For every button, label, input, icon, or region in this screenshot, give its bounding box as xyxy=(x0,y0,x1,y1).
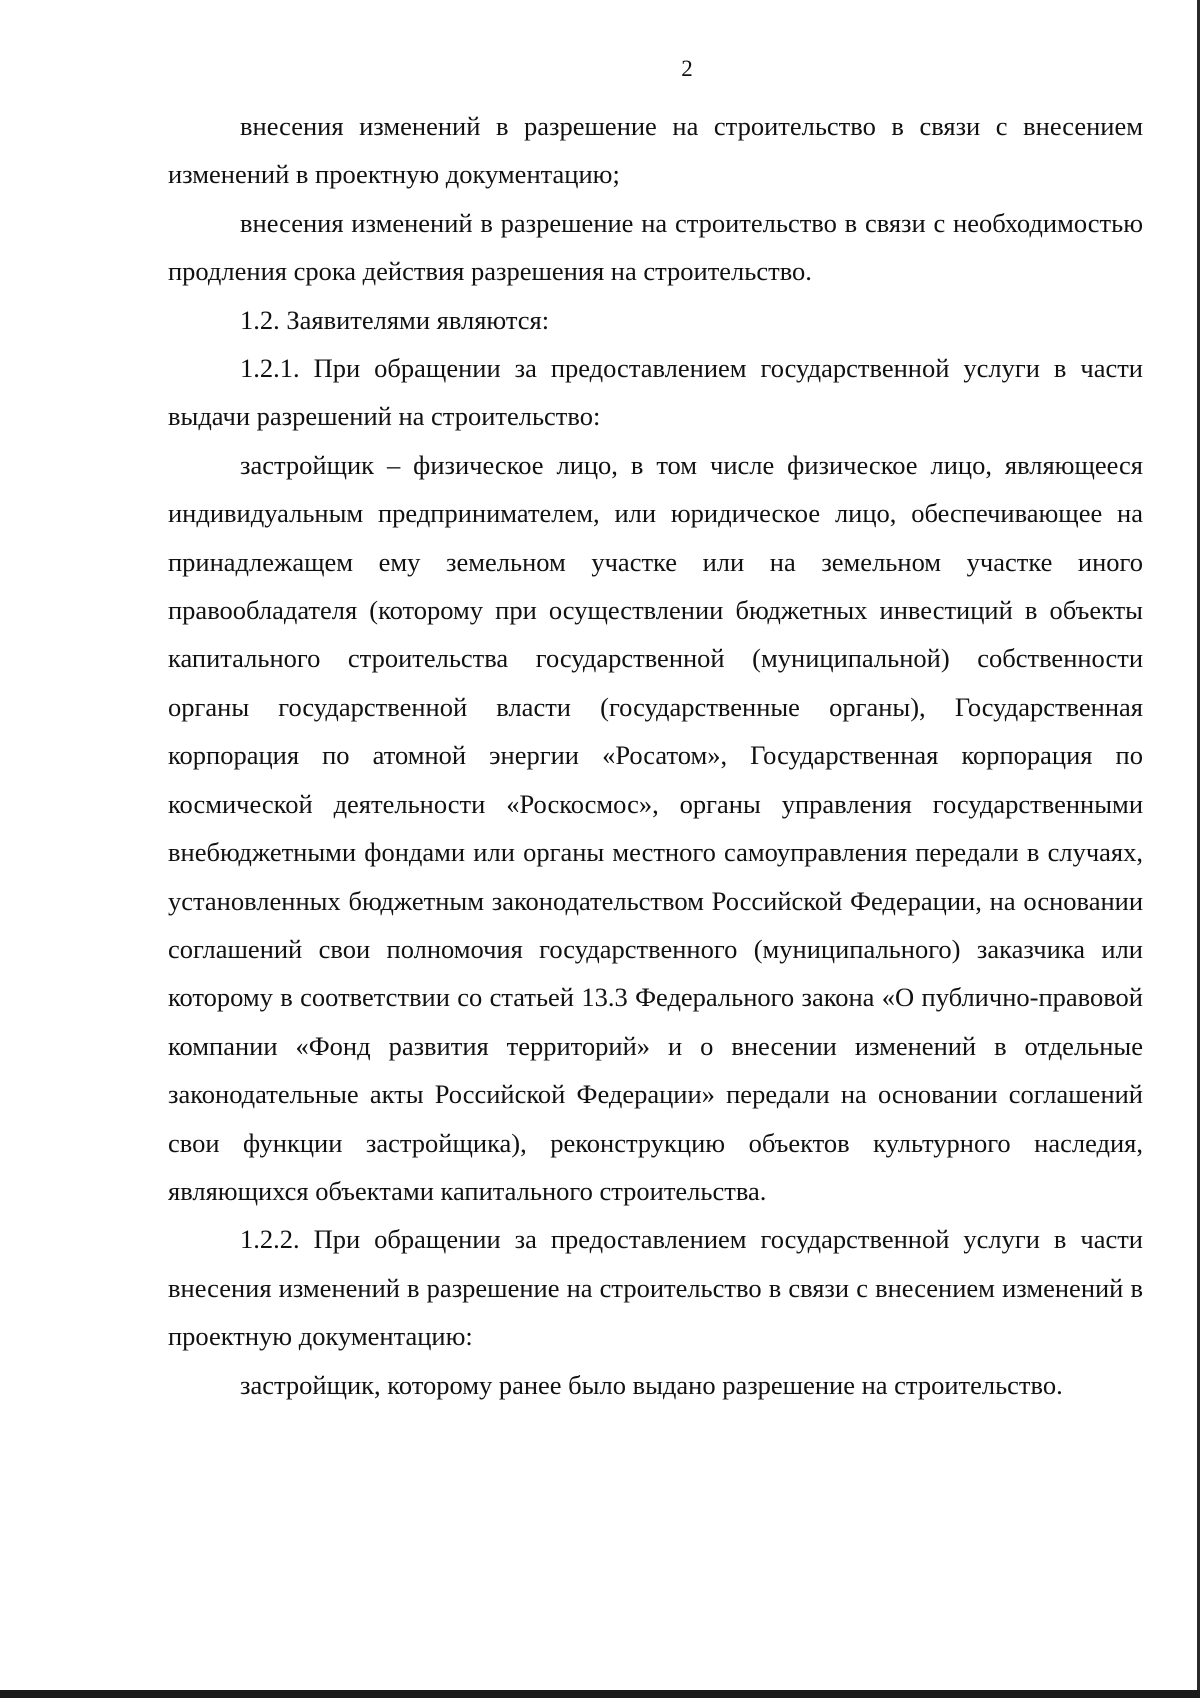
page-number: 2 xyxy=(681,56,693,81)
paragraph-1-2-2: 1.2.2. При обращении за предоставлением государственной услуги в части внесения изменений в разрешение на строительство в связи с внесением изменений в проектную документацию: xyxy=(168,1224,1143,1352)
scan-bottom-edge xyxy=(0,1690,1200,1698)
paragraph-developer-definition: застройщик – физическое лицо, в том числе физическое лицо, являющееся индивидуальным предпринимателем, или юридическое лицо, обеспечивающее на принадлежащем ему земельном участке или на земельном участке иного правообладателя (которому при осуществлении бюджетных инвестиций в объекты капитального строительства государственной (муниципальной) собственности органы государственной власти (государственные органы), Государственная корпорация по атомной энергии «Росатом», Государственная корпорация по космической деятельности «Роскосмос», органы управления государственными внебюджетными фондами или органы местного самоуправления передали в случаях, установленных бюджетным законодательством Российской Федерации, на основании соглашений свои полномочия государственного (муниципального) заказчика или которому в соответствии со статьей 13.3 Федерального закона «О публично-правовой компании «Фонд развития территорий» и о внесении изменений в отдельные законодательные акты Российской Федерации» передали на основании соглашений свои функции застройщика), реконструкцию объектов культурного наследия, являющихся объектами капитального строительства. xyxy=(168,449,1143,1206)
paragraph-developer-previous-permit: застройщик, которому ранее было выдано разрешение на строительство. xyxy=(240,1369,1063,1400)
paragraph-applicants-heading: 1.2. Заявителями являются: xyxy=(240,304,550,335)
paragraph-amendment-extension: внесения изменений в разрешение на строительство в связи с необходимостью продления срока действия разрешения на строительство. xyxy=(168,207,1143,287)
paragraph-amendment-project-docs: внесения изменений в разрешение на строительство в связи с внесением изменений в проектную документацию; xyxy=(168,111,1143,190)
document-body xyxy=(168,102,1143,1409)
paragraph-1-2-1: 1.2.1. При обращении за предоставлением государственной услуги в части выдачи разрешений на строительство: xyxy=(168,353,1143,432)
